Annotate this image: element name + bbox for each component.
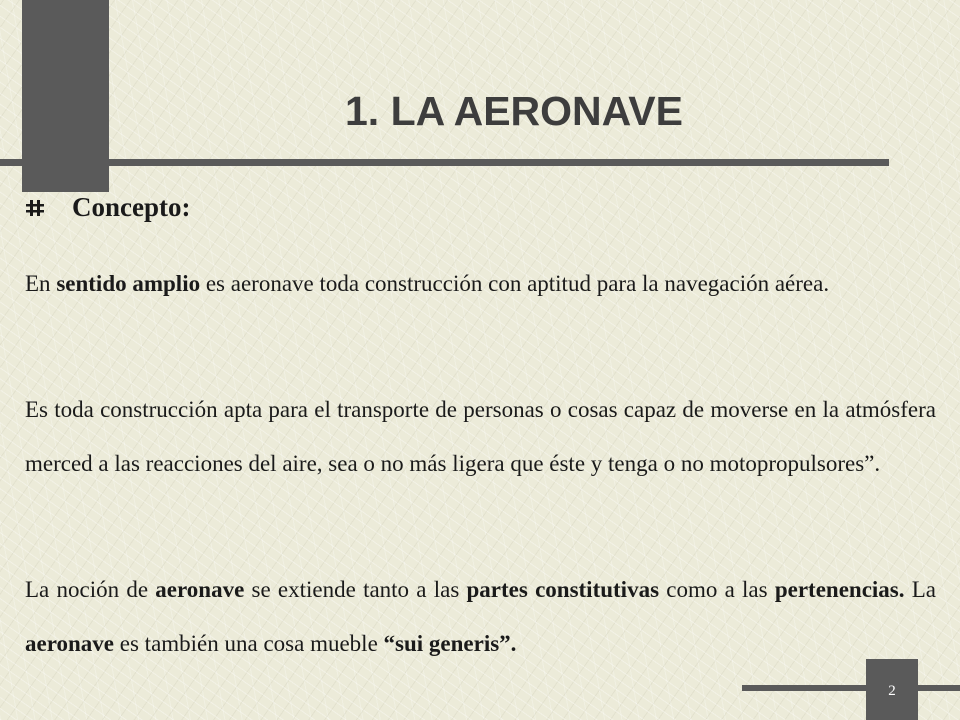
- text-run: es también una cosa mueble: [114, 631, 384, 656]
- text-run: La noción de: [25, 577, 156, 602]
- decorative-title-underline: [0, 159, 889, 166]
- decorative-footer-bar: [742, 685, 960, 691]
- paragraph-broad-sense: [25, 257, 936, 311]
- text-run: En: [25, 271, 57, 296]
- page-number: 2: [888, 683, 896, 699]
- emphasis-text: “sui generis”.: [383, 631, 517, 656]
- text-run: La: [904, 577, 936, 602]
- hash-bullet-icon: [26, 199, 44, 217]
- text-run: Es toda construcción apta para el transporte de personas o cosas capaz de moverse en la atmósfera merced a las reacciones del aire, sea o no más ligera que éste y tenga o no motopropulsores”.: [25, 397, 936, 476]
- emphasis-text: partes constitutivas: [466, 577, 660, 602]
- text-run: como a las: [659, 577, 775, 602]
- emphasis-text: aeronave: [25, 631, 115, 656]
- paragraph-definition: [25, 383, 936, 491]
- paragraph-notion: [25, 563, 936, 671]
- emphasis-text: sentido amplio: [56, 271, 201, 296]
- emphasis-text: aeronave: [155, 577, 245, 602]
- text-run: es aeronave toda construcción con aptitud para la navegación aérea.: [200, 271, 830, 296]
- text-run: se extiende tanto a las: [244, 577, 467, 602]
- concept-bullet: [26, 192, 190, 223]
- bullet-label: Concepto:: [72, 192, 191, 222]
- slide-title: 1. LA AERONAVE: [345, 88, 683, 134]
- emphasis-text: pertenencias.: [774, 577, 905, 602]
